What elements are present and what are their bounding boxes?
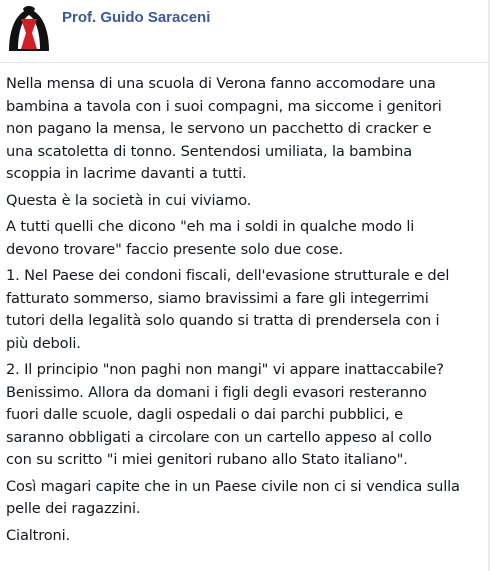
text-line: Così magari capite che in un Paese civile non ci si vendica sulla <box>6 477 460 495</box>
text-line: pelle dei ragazzini. <box>6 500 141 517</box>
avatar-logo-icon[interactable] <box>6 3 52 53</box>
text-line: non pagano la mensa, le servono un pacchetto di cracker e <box>6 120 432 137</box>
paragraph-3 <box>6 216 490 261</box>
text-line: Cialtroni. <box>6 526 71 544</box>
paragraph-5 <box>6 359 490 472</box>
header-divider <box>0 62 490 63</box>
text-line: A tutti quelli che dicono "eh ma i soldi in qualche modo li <box>6 218 415 235</box>
paragraph-7 <box>6 525 490 548</box>
text-line: più deboli. <box>6 334 81 352</box>
text-line: bambina a tavola con i suoi compagni, ma siccome i genitori <box>6 97 442 115</box>
post-header <box>0 0 490 58</box>
text-line: Nella mensa di una scuola di Verona fanno accomodare una <box>6 75 436 92</box>
text-line: scoppia in lacrime davanti a tutti. <box>6 165 247 182</box>
text-line: con su scritto "i miei genitori rubano allo Stato italiano". <box>6 451 408 468</box>
paragraph-1 <box>6 73 490 186</box>
text-line: Benissimo. Allora da domani i figli degli evasori resteranno <box>6 383 427 401</box>
text-line: fuori dalle scuole, dagli ospedali o dai parchi pubblici, e <box>6 406 403 423</box>
text-line: fatturato sommerso, siamo bravissimi a fare gli integerrimi <box>6 289 429 307</box>
text-line: saranno obbligati a circolare con un cartello appeso al collo <box>6 428 432 446</box>
paragraph-2 <box>6 190 490 213</box>
text-line: devono trovare" faccio presente solo due cose. <box>6 240 343 258</box>
text-line: tutori della legalità solo quando si tratta di prendersela con i <box>6 312 440 329</box>
paragraph-4 <box>6 265 490 355</box>
text-line: una scatoletta di tonno. Sentendosi umiliata, la bambina <box>6 142 413 160</box>
text-line: 2. Il principio "non paghi non mangi" vi appare inattaccabile? <box>6 361 444 378</box>
post-body <box>6 73 490 551</box>
text-line: 1. Nel Paese dei condoni fiscali, dell'evasione strutturale e del <box>6 267 450 284</box>
author-name-link[interactable]: Prof. Guido Saraceni <box>62 9 211 26</box>
text-line: Questa è la società in cui viviamo. <box>6 191 252 209</box>
paragraph-6 <box>6 476 490 521</box>
